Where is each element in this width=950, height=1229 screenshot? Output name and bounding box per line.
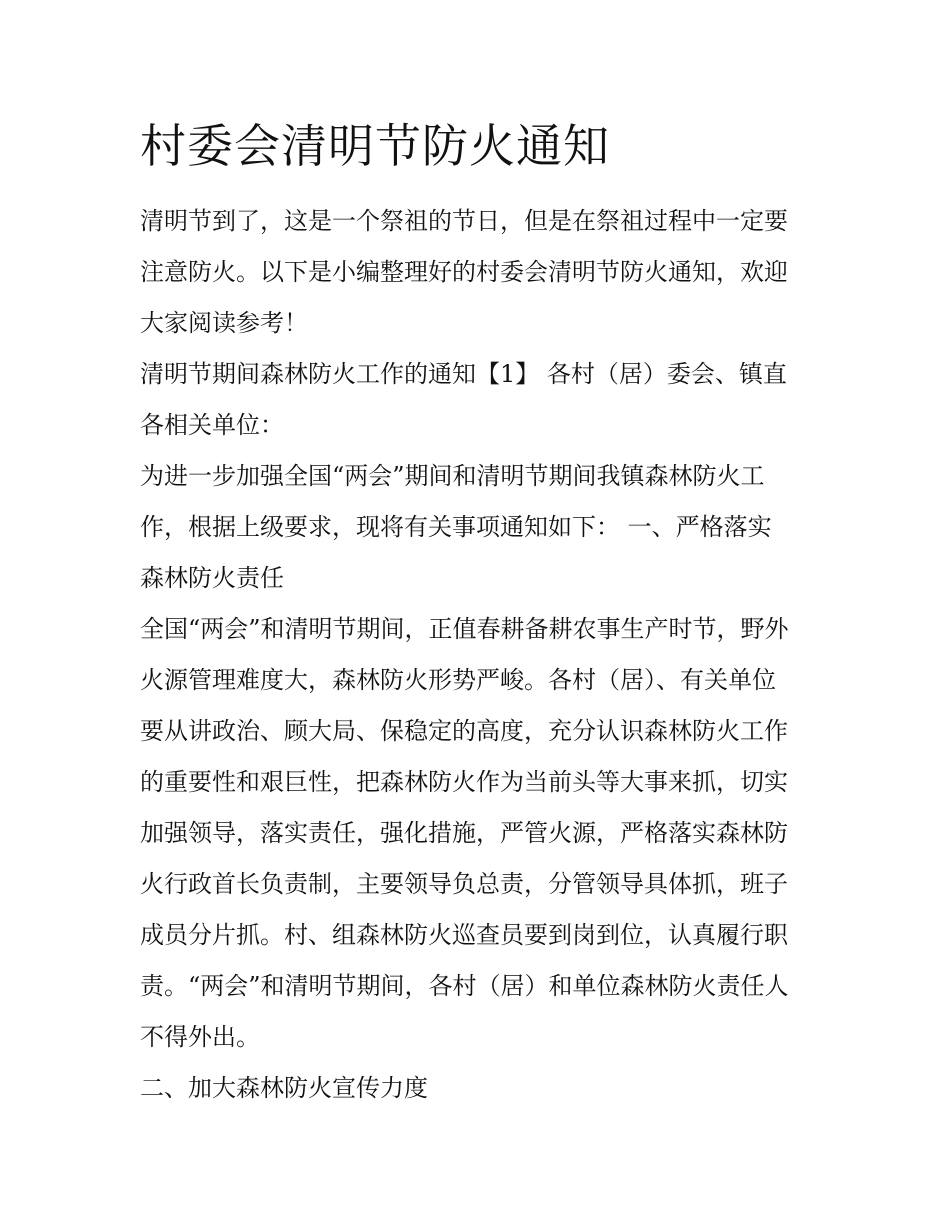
- notice-heading-line-1: 清明节期间森林防火工作的通知【1】 各村（居）委会、镇直: [140, 360, 787, 388]
- body-line-2: 作，根据上级要求，现将有关事项通知如下： 一、严格落实: [140, 513, 772, 541]
- section-one-line-8: 责。“两会”和清明节期间，各村（居）和单位森林防火责任人: [140, 972, 789, 1000]
- section-one-line-5: 加强领导，落实责任，强化措施，严管火源，严格落实森林防: [140, 819, 788, 847]
- intro-line-3: 大家阅读参考！: [140, 309, 308, 337]
- section-one-line-7: 成员分片抓。村、组森林防火巡查员要到岗到位，认真履行职: [140, 921, 788, 949]
- notice-heading-line-2: 各相关单位：: [140, 411, 284, 439]
- intro-line-2: 注意防火。以下是小编整理好的村委会清明节防火通知，欢迎: [140, 258, 788, 286]
- body-line-1: 为进一步加强全国“两会”期间和清明节期间我镇森林防火工: [140, 462, 765, 490]
- intro-line-1: 清明节到了，这是一个祭祖的节日，但是在祭祖过程中一定要: [140, 207, 788, 235]
- section-one-line-4: 的重要性和艰巨性，把森林防火作为当前头等大事来抓，切实: [140, 768, 788, 796]
- section-one-line-9: 不得外出。: [140, 1023, 260, 1051]
- section-two-heading: 二、加大森林防火宣传力度: [140, 1074, 428, 1102]
- section-one-line-2: 火源管理难度大，森林防火形势严峻。各村（居）、有关单位: [140, 666, 776, 694]
- section-one-heading: 森林防火责任: [140, 564, 284, 592]
- section-one-line-3: 要从讲政治、顾大局、保稳定的高度，充分认识森林防火工作: [140, 717, 788, 745]
- section-one-line-1: 全国“两会”和清明节期间，正值春耕备耕农事生产时节，野外: [140, 615, 789, 643]
- section-one-line-6: 火行政首长负责制，主要领导负总责，分管领导具体抓，班子: [140, 870, 788, 898]
- document-title: 村委会清明节防火通知: [140, 119, 610, 173]
